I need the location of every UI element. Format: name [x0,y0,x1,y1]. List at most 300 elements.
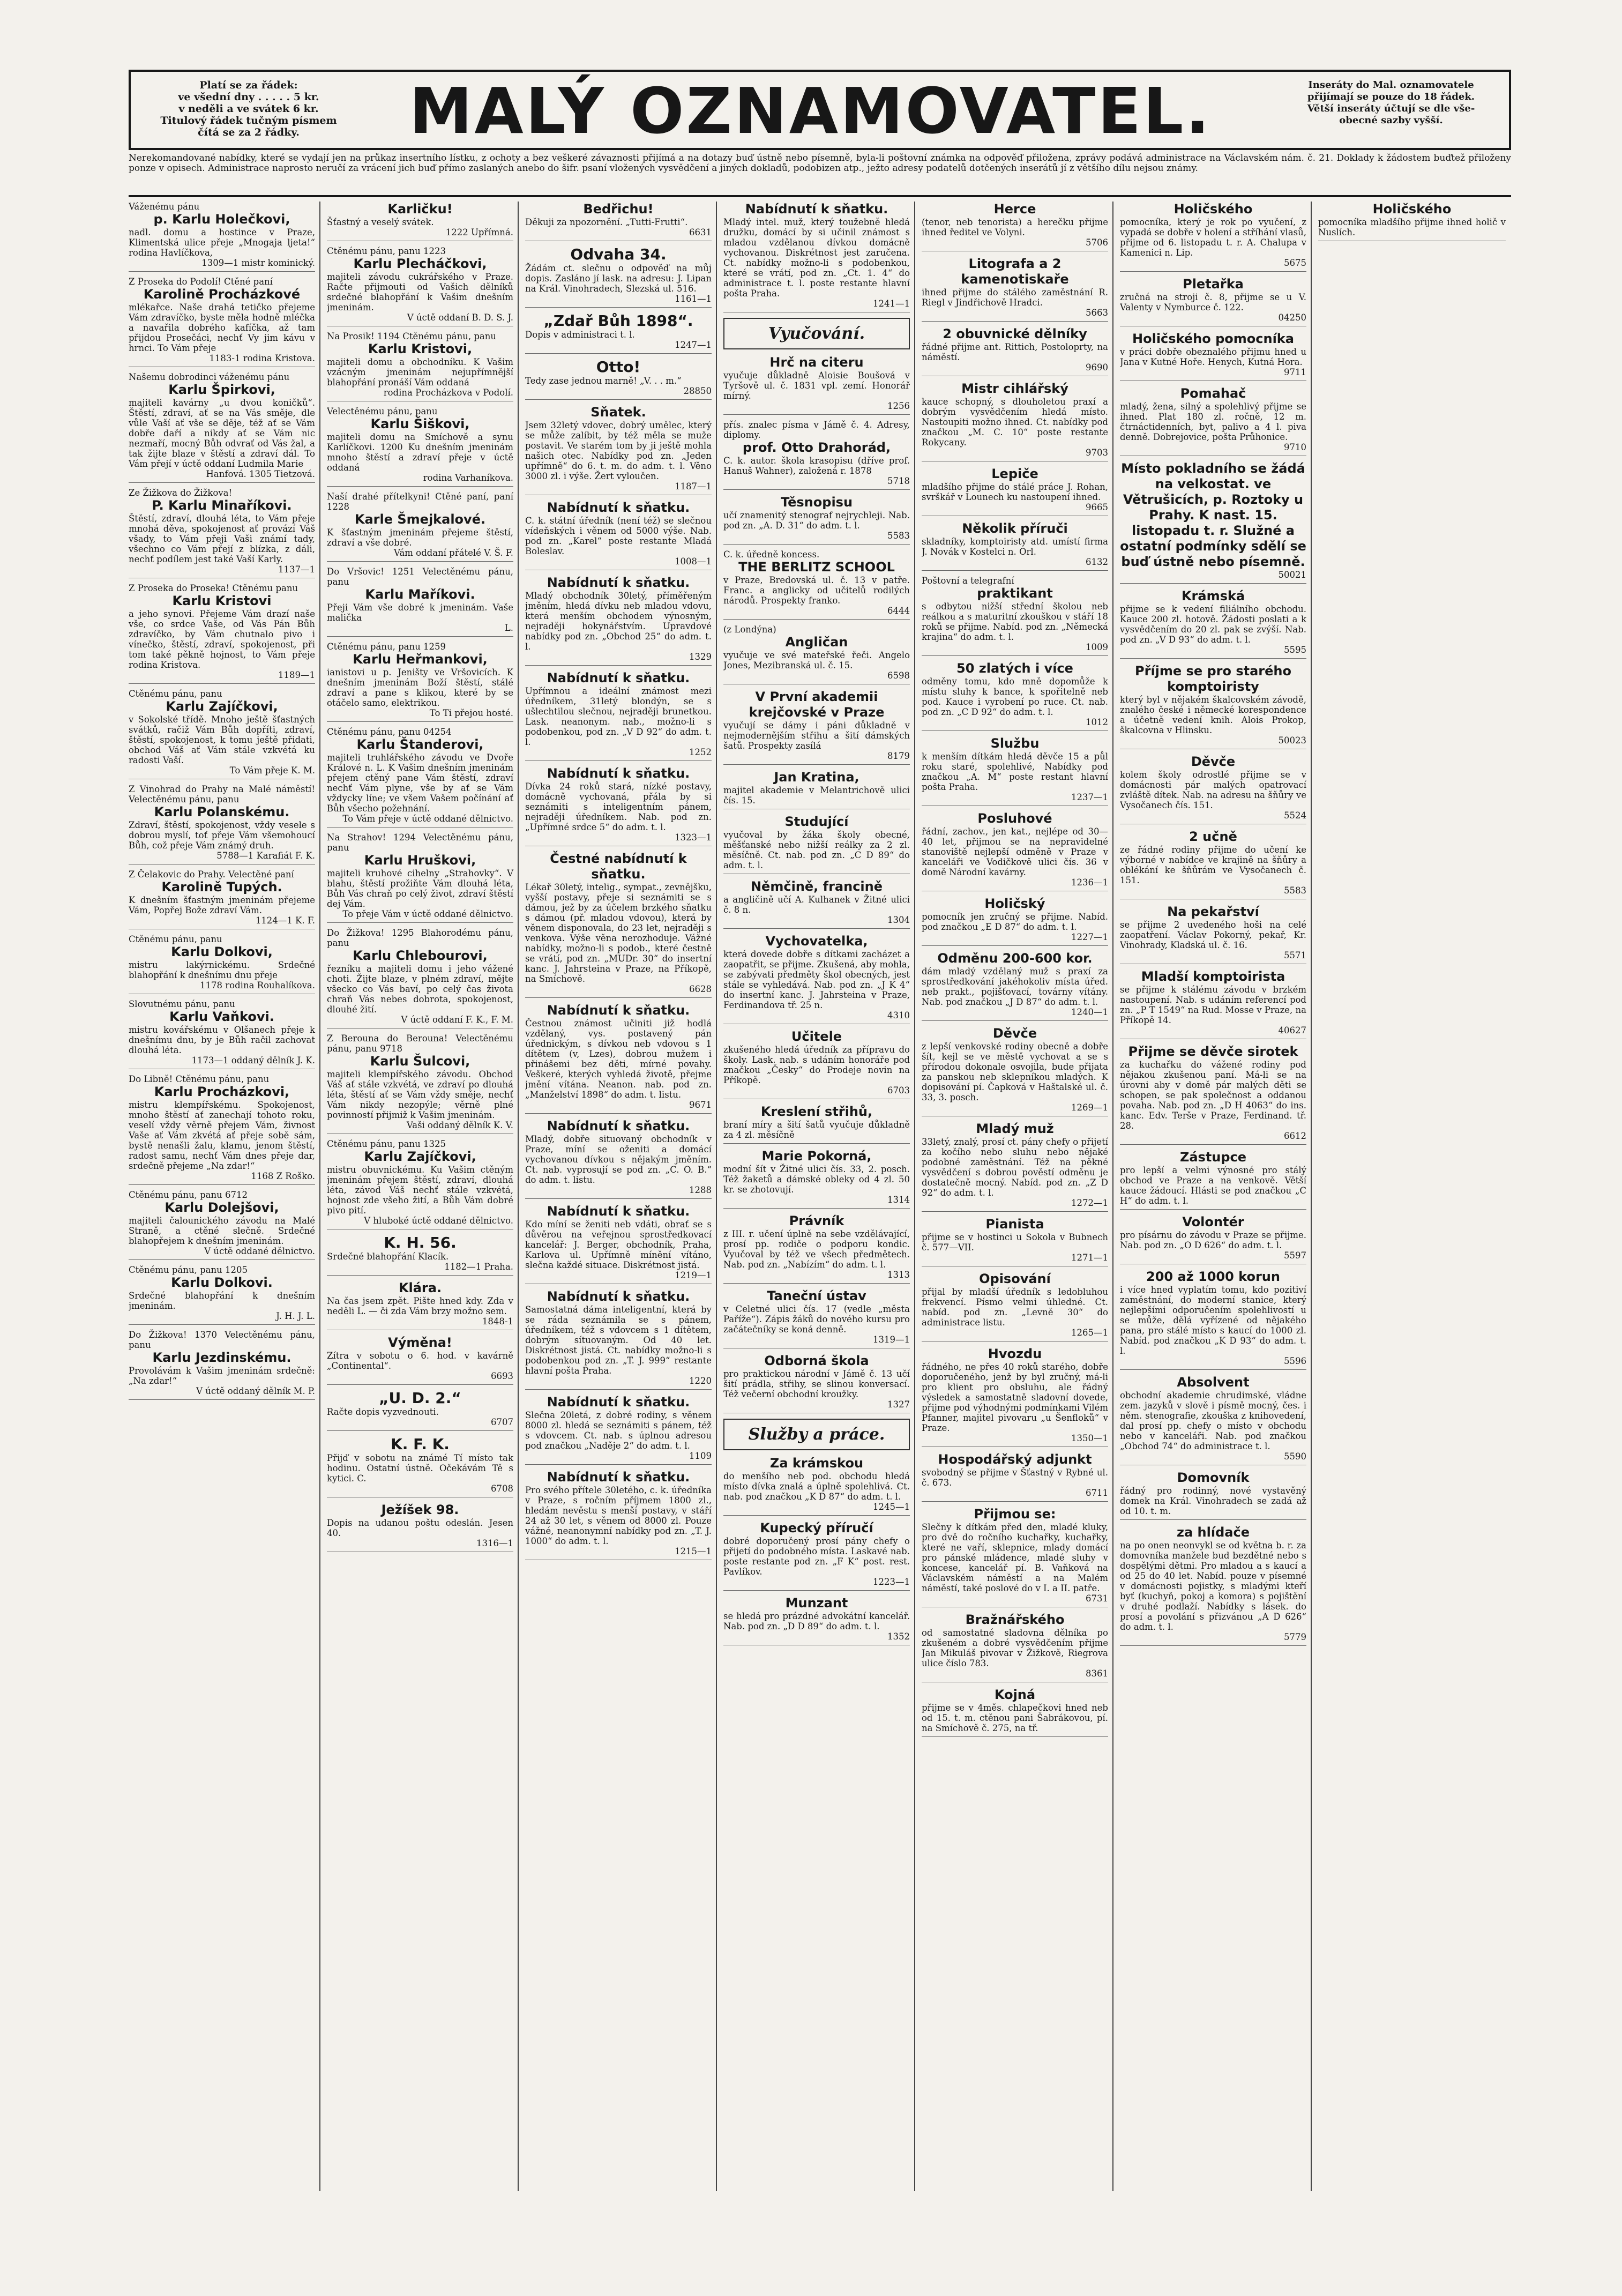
ad-body: vyučuje důkladně Aloisie Boušová v Tyršově ul. č. 1831 vpl. zemí. Honorář mírný. [723,370,910,401]
ad-heading: Bražnářského [965,1612,1065,1627]
ad-signature: 1247—1 [675,340,712,350]
section-heading-services: Služby a práce. [723,1419,910,1450]
classified-ad [723,1456,910,1516]
ad-signature: 1323—1 [675,832,712,843]
classified-ad [1120,1214,1306,1264]
ad-heading: Nabídnutí k sňatku. [547,500,690,515]
classified-ad [1120,904,1306,964]
classified-ad [922,576,1108,656]
column-6 [1120,202,1312,2191]
classified-ad [922,736,1108,806]
ad-body: ianistovi u p. Jeništy ve Vršovicích. K dnešním jmeninám Boží štěstí, stálé zdraví a pane s klikou, které by se otáčelo samo, elektrikou. [327,667,513,708]
ad-heading: Opisování [979,1271,1051,1286]
ad-heading: Karlu Dolkovi. [171,1275,273,1290]
ad-body: přijme se k vedení filiálního obchodu. Kauce 200 zl. hotově. Žádosti poslati a k vysvědčením do 20 zl. pak se zvýší. Nab. pod zn. „V D 93“ do adm. t. l. [1120,604,1306,645]
ad-heading: Nabídnutí k sňatku. [547,1119,690,1134]
ad-heading: Kupecký příručí [760,1520,873,1535]
classified-ad [1120,331,1306,381]
classified-ad [922,1612,1108,1682]
ad-body: K dnešním šťastným jmeninám přejeme Vám, Popřej Bože zdraví Vám. [129,895,315,915]
ad-intro: Našemu dobrodinci váženému pánu [129,372,290,382]
classified-ad [327,566,513,637]
ad-signature: 5596 [1284,1356,1306,1366]
ad-body: majiteli klempířského závodu. Obchod Váš ať stále vzkvétá, ve zdraví po dlouhá léta, štěstí ať se Vám vždy směje, nechť Vám nikdy nezopýle; věrně plné povinností přijmiž k Vašim jmeninám. [327,1069,513,1120]
classified-ad [525,1470,712,1560]
classified-ad [129,372,315,483]
ad-heading: Karolině Procházkové [143,287,301,302]
ad-heading: Karolině Tupých. [161,879,282,894]
ad-body: K šťastným jmeninám přejeme štěstí, zdraví a vše dobré. [327,527,513,548]
ad-heading: Výměna! [388,1335,452,1350]
ad-heading: Nabídnutí k sňatku. [547,670,690,685]
ad-heading: Karlu Hruškovi, [364,853,476,868]
ad-body: řádné přijme ant. Rittich, Postoloprty, na náměstí. [922,342,1108,362]
ad-heading: Karlu Kristovi [172,593,272,608]
ad-signature: 5788—1 Karafiát F. K. [216,851,315,861]
ad-signature: 5597 [1284,1250,1306,1261]
ad-signature: V úctě oddaní F. K., F. M. [401,1015,513,1025]
classified-ad [327,1502,513,1552]
ad-signature: 6703 [887,1085,910,1095]
ad-heading: Místo pokladního se žádá na velkostat. ve Větrušicích, p. Roztoky u Prahy. K nast. 15. listopadu t. r. Služné a ostatní podmínky sdělí se buď ústně nebo písemně. [1120,461,1306,569]
ad-signature: 6132 [1086,557,1108,567]
ad-heading: Karlu Vaňkovi. [169,1009,274,1024]
ad-signature: Hanfová. 1305 Tietzová. [206,469,315,479]
ad-heading: Taneční ústav [767,1288,866,1303]
ad-signature: 1183-1 rodina Kristova. [209,353,315,363]
column-3 [525,202,717,2191]
classified-ad [525,670,712,761]
ad-intro: Do Libně! Ctěnému pánu, panu [129,1074,270,1084]
ad-heading: Pomahač [1180,386,1246,401]
ad-heading: Holičského [1173,202,1253,217]
ad-signature: 1215—1 [675,1546,712,1556]
ad-signature: 1240—1 [1071,1007,1108,1017]
ad-body: Šťastný a veselý svátek. [327,217,434,227]
classified-ad [1318,202,1506,241]
ad-intro: (z Londýna) [723,624,776,635]
ad-signature: 6612 [1284,1131,1306,1141]
ad-intro: Z Vinohrad do Prahy na Malé náměstí! Velectěnému pánu, panu [129,784,315,804]
ad-body: který byl v nějakém škalcovském závodě, znalého české i německé korespondence a účetně vedení knih. Alois Prokop, škalcovna v Hlinsku. [1120,695,1306,735]
ad-body: Tedy zase jednou marně! „V. . . m.“ [525,376,682,386]
classified-ad [327,202,513,241]
ad-intro: Velectěnému pánu, panu [327,406,438,416]
ad-heading: Posluhové [977,811,1052,826]
ad-body: modní šít v Žitné ulici čís. 33, 2. posch. Též žaketů a dámské obleky od 4 zl. 50 kr. se zhotovují. [723,1164,910,1195]
classified-ad [327,1139,513,1229]
ad-intro: Z Berouna do Berouna! Velectěnému pánu, panu 9718 [327,1033,513,1054]
ad-body: z lepší venkovské rodiny obecně a dobře šít, kejl se ve městě vychovat a se s přírodou dokonale osvojila, bude přijata za panskou neb sklepníkou mladých. K dopisování pí. Čapková v Haštalské ul. č. 33, 3. posch. [922,1041,1108,1102]
ad-heading: Herce [993,202,1036,217]
ad-body: Přeji Vám vše dobré k jmeninám. Vaše malička [327,602,513,623]
ad-body: v Sokolské třídě. Mnoho ještě šťastných svátků, račiž Vám Bůh dopříti, zdraví, štěstí, spokojenost, k tomu ještě přidati, obchod Váš ať Vám stále vzkvétá ku radosti Vaší. [129,714,315,765]
classified-ad [723,814,910,874]
classified-ad [723,1029,910,1099]
ad-signature: 1314 [887,1195,910,1205]
ad-intro: Ctěnému pánu, panu 6712 [129,1190,248,1200]
ad-intro: Ctěnému pánu, panu 1205 [129,1265,248,1275]
ad-body: vyučují se dámy i páni důkladně v nejmodernějším střihu a šití dámských šatů. Prospekty zasílá [723,720,910,751]
ad-signature: To Vám přeje K. M. [229,765,315,776]
ad-signature: 1245—1 [873,1502,910,1512]
ad-signature: J. H. J. L. [276,1311,315,1321]
ad-signature: 1219—1 [675,1270,712,1280]
rules-line: Inseráty do Mal. oznamovatele [1308,79,1474,91]
ad-body: skladníky, komptoiristy atd. umístí firma J. Novák v Kostelci n. Orl. [922,536,1108,557]
ad-body: pomocníka mladšího přijme ihned holič v Nuslích. [1318,217,1506,237]
classified-ad [1120,664,1306,749]
ad-signature: 1319—1 [873,1335,910,1345]
ad-heading: Volontér [1182,1214,1244,1229]
ad-heading: prof. Otto Drahorád, [742,440,891,455]
ad-code: „U. D. 2.“ [379,1389,461,1407]
ad-body: zručná na stroji č. 8, přijme se u V. Valenty v Nymburce č. 122. [1120,292,1306,312]
ad-body: se přijme 2 uvedeného hoši na celé zaopatření. Václav Pokorný, pekař, Kr. Vinohrady, Kladská ul. č. 16. [1120,920,1306,950]
classified-ad [525,405,712,495]
classified-ad [723,495,910,545]
classified-ad [922,326,1108,376]
ad-signature: 5583 [1284,885,1306,896]
ad-heading: Nabídnutí k sňatku. [547,1289,690,1304]
ad-intro: Ctěnému pánu, panu 04254 [327,727,452,737]
classified-ad [922,1507,1108,1607]
ad-signature: 1173—1 oddaný dělník J. K. [191,1055,315,1065]
ad-body: Dívka 24 roků stará, nízké postavy, domácně vychovaná, přála by si seznámiti s inteligentním pánem, nejraději úředníkem. Nab. pod zn. „Upřímné srdce 5“ do adm. t. l. [525,781,712,832]
ad-signature: 5571 [1284,950,1306,960]
ad-body: mlékařce. Naše drahá tetičko přejeme Vám zdravíčko, byste měla hodně mléčka a navařila dobrého kafíčka, až tam přijdou Prosečáci, nechť Vy jim kávu v hrnci. To Vám přeje [129,302,315,353]
ad-heading: Karlu Jezdinskému. [152,1350,291,1365]
ad-signature: Vaši oddaný dělník K. V. [406,1120,513,1130]
ad-body: dobré doporučený prosí pány chefy o přijetí do podobného místa. Laskavé nab. poste restante pod zn. „F K“ post. rest. Pavlíkov. [723,1536,910,1577]
ad-body: 33letý, znalý, prosí ct. pány chefy o přijetí za kočího nebo sluhu nebo nějaké podobné zaměstnání. Též na pěkné vysvědčení s dobrou pověstí odměnu je dostatečně mocný. Nabíd. pod zn. „Z D 92“ do adm. t. l. [922,1137,1108,1198]
classified-ad [723,355,910,415]
ad-signature: To Ti přejou hosté. [429,708,513,718]
ad-heading: Angličan [785,635,848,650]
ad-signature: V hluboké úctě oddané dělnictvo. [364,1216,513,1226]
ad-heading: Karlu Zajíčkovi, [364,1149,476,1164]
classified-ad [327,832,513,923]
classified-ad [129,488,315,578]
ad-body: Jsem 32letý vdovec, dobrý umělec, který se může zalíbit, by též měla se muže postavit. Ve starém tom by ji ještě mohla našich otec. Nabídky pod zn. „Jeden upřímně“ do 6. t. m. do adm. t. l. Věno 3000 zl. i výše. Žert vyloučen. [525,420,712,481]
ad-heading: Těsnopisu [780,495,853,510]
ad-body: Mladý, dobře situovaný obchodník v Praze, míní se oženiti a domácí vychovanou dívkou s nějakým jměním. Ct. nab. vyprosují se pod zn. „C. O. B.“ do adm. t. listu. [525,1134,712,1185]
ad-signature: 1350—1 [1071,1433,1108,1443]
ad-heading: Nabídnutí k sňatku. [547,766,690,781]
ad-signature: To přeje Vám v úctě oddané dělnictvo. [342,909,513,919]
classified-ad [1120,969,1306,1039]
ad-signature: 9711 [1284,367,1306,377]
ad-heading: Mladý muž [976,1121,1054,1136]
ad-body: odměny tomu, kdo mně dopomůže k místu sluhy k bance, k spořitelně neb pod. Kauce i vyrobení po ruce. Ct. nab. pod zn. „C D 92“ do adm. t. l. [922,676,1108,717]
classified-ad [129,1330,315,1400]
ad-heading: Absolvent [1177,1375,1250,1390]
classified-ad [723,689,910,765]
price-line: v neděli a ve svátek 6 kr. [178,103,319,115]
ad-heading: Studující [784,814,849,829]
classified-ad [922,381,1108,461]
classified-ad [922,1121,1108,1212]
classified-ad [525,1289,712,1390]
price-line: Titulový řádek tučným písmem [160,115,337,126]
ad-signature: Vám oddaní přátelé V. Š. F. [394,548,513,558]
ad-heading: Právník [789,1213,844,1228]
ad-body: řádní, zachov., jen kat., nejlépe od 30—40 let, přijmou se na nepravidelné stanoviště nejlepší odměně v Praze v kanceláři ve Vodičkově ulici čís. 36 v domě Národní kavárny. [922,826,1108,877]
classified-ad [723,549,910,620]
ad-intro: Na Strahov! 1294 Velectěnému pánu, panu [327,832,513,853]
classified-ad [723,1213,910,1284]
section-heading-lessons: Vyučování. [723,318,910,349]
ad-body: pro praktickou národní v Jámě č. 13 učí šití prádla, střihy, se slinou konversací. Též večerní obchodní kroužky. [723,1369,910,1399]
rules-line: obecné sazby vyšší. [1339,115,1443,126]
ad-heading: Zástupce [1179,1150,1247,1165]
ad-heading: Nabídnutí k sňatku. [547,1470,690,1485]
ad-signature: 9703 [1086,448,1108,458]
classified-ad [922,1346,1108,1447]
column-5 [922,202,1113,2191]
ad-signature: 1187—1 [675,481,712,491]
ad-body: ze řádné rodiny přijme do učení ke výborné v nabídce ve krajině na šňůry a oblékání ke šňůrám ve Vysočanech č. 151. [1120,845,1306,885]
classified-ad [922,1271,1108,1341]
classified-ad [723,624,910,684]
ad-code: Odvaha 34. [570,245,667,263]
ad-signature: 6631 [689,227,712,237]
ad-body: Dopis v administraci t. l. [525,330,635,340]
ad-body: braní míry a šití šatů vyučuje důkladně za 4 zl. měsíčně [723,1120,910,1140]
ad-intro: Ctěnému pánu, panu 1223 [327,246,446,256]
classified-ad [525,851,712,998]
classified-ad [327,1390,513,1431]
ad-heading: Přijme se děvče sirotek [1128,1044,1298,1059]
ad-signature: 1269—1 [1071,1102,1108,1113]
ad-intro: Z Proseka do Proseka! Ctěnému panu [129,583,298,593]
ad-heading: Nabídnutí k sňatku. [547,1395,690,1410]
ad-body: řezníku a majiteli domu i jeho vážené choti. Žijte blaze, v plném zdraví, mějte všecko co Vás baví, po celý čas života chraň Vás nebes dobrota, spokojenost, dlouhé žití. [327,964,513,1015]
classified-ad [1120,1044,1306,1145]
ad-signature: 1222 Upřímná. [445,227,513,237]
ad-body: majiteli domu na Smíchově a synu Karlíčkovi. 1200 Ku dnešním jmeninám mnoho štěstí a zdraví přeje v úctě oddaná [327,432,513,473]
ad-body: vyučoval by žáka školy obecné, měšťanské nebo nižší reálky za 2 zl. měsíčně. Ct. nab. pod zn. „C D 89“ do adm. t. l. [723,830,910,870]
ad-signature: 1189—1 [278,670,315,680]
ad-signature: 5779 [1284,1632,1306,1642]
ad-body: mistru obuvnickému. Ku Vašim ctěným jmeninám přejem štěstí, zdraví, dlouhá léta, závod Váš nechť stále vzkvétá, hojnost zde všeho žití, a Bůh Vám dobré pivo pití. [327,1165,513,1216]
ad-heading: Karlu Polanskému. [154,804,290,819]
ad-heading: Holičský [984,896,1045,911]
ad-heading: Vychovatelka, [765,934,868,949]
ad-heading: Karličku! [387,202,453,217]
ad-heading: Litografa a 2 kamenotiskaře [961,256,1069,287]
ad-heading: Nabídnutí k sňatku. [547,1003,690,1018]
ad-body: Děkuji za npozornění. „Tutti-Frutti“. [525,217,688,227]
ad-body: mistru lakýrnickému. Srdečné blahopřání k dnešnímu dnu přeje [129,960,315,980]
ad-heading: Učitele [791,1029,842,1044]
ad-intro: Váženému pánu [129,202,200,212]
price-line: čítá se za 2 řádky. [198,126,300,138]
ad-signature: 5595 [1284,645,1306,655]
ad-intro: Slovutnému pánu, panu [129,999,235,1009]
ad-body: Srdečné blahopřání k dnešním jmeninám. [129,1291,315,1311]
ad-signature: 1227—1 [1071,932,1108,942]
ad-body: majiteli čalounického závodu na Malé Straně, a ctěné slečně. Srdečné blahopřejem k dnešním jmeninám. [129,1216,315,1246]
ad-intro: Ctěnému pánu, panu 1325 [327,1139,446,1149]
ad-signature: 1168 Z Roško. [251,1171,315,1181]
classified-ad [723,1353,910,1413]
ad-heading: Za krámskou [769,1456,864,1471]
classified-ad [922,256,1108,322]
ad-heading: Děvče [992,1026,1037,1041]
ad-body: Upřímnou a ideální známost mezi úředníkem, 31letý blondýn, se s ušlechtilou slečnou, nejraději brunetkou. Lask. neanonym. nab., možno-li s podobenkou, pod zn. „V D 92“ do adm. t. l. [525,686,712,747]
ad-body: nadl. domu a hostince v Praze, Klimentská ulice přeje „Mnogaja ljeta!“ rodina Havlíčkova, [129,227,315,258]
ad-body: za kuchařku do vážené rodiny pod nějakou zkušenou paní. Má-li se na úrovni aby v domě pár malých děti se schopen, se pak společnost a oddanou povaha. Nab. pod zn. „D H 4063“ do ins. kanc. Edv. Terše v Praze, Ferdinand. tř. 28. [1120,1060,1306,1131]
ad-heading: Krámská [1181,588,1245,603]
classified-ad [723,934,910,1024]
ad-body: Samostatná dáma inteligentní, která by se ráda seznámila se s pánem, úředníkem, též s vdovcem s 1 dítětem, dobrým sítuovaným. Od 40 let. Diskrétnost jistá. Ct. nabídky možno-li s podobenkou pod zn. „T. J. 999“ restante hlavní pošta Praha. [525,1304,712,1376]
ad-signature: 1161—1 [675,294,712,304]
ad-heading: THE BERLITZ SCHOOL [738,560,895,575]
ad-signature: 6711 [1086,1488,1108,1498]
classified-ad [327,727,513,828]
ad-body: Mladý intel. muž, který toužebně hledá družku, domácí by si učinil známost s mladou vzdělanou dívkou domácně vychovanou. Diskrétnost jest zaručena. Ct. nabídky možno-li s podobenkou, které se vrátí, pod zn. „Ct. 1. 4“ do administrace t. l. poste restante hlavní pošta Praha. [723,217,910,299]
ad-signature: 04250 [1278,312,1306,323]
classified-ad [922,202,1108,251]
ad-body: mladšího přijme do stálé práce J. Rohan, svrškář v Lounech ku nastoupení ihned. [922,482,1108,502]
ad-signature: 1329 [689,652,712,662]
ad-body: Na čas jsem zpět. Pište hned kdy. Zda v neděli L. — či zda Vám brzy možno sem. [327,1296,513,1316]
classified-ad [525,1204,712,1284]
ad-signature: 6628 [689,984,712,994]
ad-body: mistru kovářskému v Olšanech přeje k dnešnímu dnu, by je Bůh račil zachovat dlouhá léta. [129,1025,315,1055]
ad-body: která dovede dobře s dítkami zacházet a zaopatřit, se přijme. Zkušená, aby mohla, se zabývati předměty škol obecných, jest stále se vyhledává. Nab. pod zn. „J K 4“ do insertní kanc. J. Jahrsteina v Praze, Ferdinandova tř. 25 n. [723,949,910,1010]
ad-body: obchodní akademie chrudimské, vládne zem. jazyků v slově i písmě mocný, čes. i něm. stenografie, zkouška z knihovedení, dal prosí pp. chefy o místo v obchodu nebo v kanceláři. Nab. pod značkou „Obchod 74“ do administrace t. l. [1120,1390,1306,1451]
classified-ad [327,331,513,401]
column-4 [723,202,915,2191]
classified-ad [922,1687,1108,1737]
newspaper-page [129,70,1511,2192]
ad-signature: 6444 [887,606,910,616]
ad-signature: 1252 [689,747,712,757]
classified-ad [525,500,712,570]
ad-code: „Zdař Bůh 1898“. [543,312,693,330]
ad-signature: 5590 [1284,1451,1306,1462]
ad-signature: 1848-1 [482,1316,513,1326]
rules-line: přijímají se pouze do 18 řádek. [1307,91,1475,102]
ad-signature: 6708 [491,1484,513,1494]
ad-body: C. k. autor. škola krasopisu (dříve prof. Hanuš Wahner), založená r. 1878 [723,456,910,476]
rules-box [1279,79,1504,126]
ad-body: Dopis na udanou poštu odeslán. Jesen 40. [327,1518,513,1538]
ad-signature: 1352 [887,1631,910,1642]
classified-ad [129,1265,315,1325]
ad-signature: 6693 [491,1371,513,1381]
ad-heading: Kojná [994,1687,1036,1702]
ad-body: Přijď v sobotu na známé Tí místo tak hodinu. Ostatní ústně. Očekávám Tě s kytici. C. [327,1453,513,1484]
classified-ad [129,277,315,367]
ad-heading: 2 obuvnické dělníky [943,326,1087,341]
ad-body: v práci dobře obeznalého přijmu hned u Jana v Kutné Hoře. Henych, Kutná Hora. [1120,347,1306,367]
ad-signature: 1327 [887,1399,910,1410]
ad-body: Pro svého přítele 30letého, c. k. úředníka v Praze, s ročním příjmem 1800 zl., hledám nevěstu s menší postavy, v stáří 24 až 30 let, s věnem od 8000 zl. Pouze vážné, neanonymní nabídky pod zn. „T. J. 1000“ do adm. t. l. [525,1485,712,1546]
ad-signature: V úctě oddaný dělník M. P. [196,1386,315,1396]
classified-ad [525,1003,712,1114]
ad-intro: Do Žižkova! 1370 Velectěnému pánu, panu [129,1330,315,1350]
column-2 [327,202,519,2191]
classified-ad [922,521,1108,571]
classified-ad [723,879,910,929]
ad-body: Žádám ct. slečnu o odpověď na můj dopis. Zasláno jí lask. na adresu: J. Lipan na Král. Vinohradech, Slezská ul. 516. [525,263,712,294]
ad-signature: 1008—1 [675,556,712,566]
classified-ad [1120,1375,1306,1465]
ad-heading: Mladší komptoirista [1141,969,1285,984]
ad-heading: Jan Kratina, [774,770,859,785]
classified-ad [129,999,315,1069]
classified-ad [723,1149,910,1209]
classified-ad [922,1217,1108,1266]
classified-ad [1120,1470,1306,1520]
price-line: Platí se za řádek: [199,79,298,91]
ad-signature: 1109 [689,1451,712,1461]
classified-ad [129,784,315,864]
classified-ad [922,951,1108,1021]
ad-heading: p. Karlu Holečkovi, [153,212,290,227]
ad-body: Račte dopis vyzvednouti. [327,1407,439,1417]
ad-heading: Děvče [1191,754,1236,769]
classified-ad [525,312,712,354]
ad-heading: Karle Šmejkalové. [354,512,486,527]
classified-ad [525,575,712,666]
ad-body: pro písárnu do závodu v Praze se přijme. Nab. pod zn. „O D 626“ do adm. t. l. [1120,1230,1306,1250]
classified-ad [1120,202,1306,272]
ad-heading: Karlu Špirkovi, [168,382,275,397]
ad-intro: přís. znalec písma v Jámě č. 4. Adresy, diplomy. [723,420,910,440]
classified-ad [723,1520,910,1591]
classified-ad [922,1026,1108,1116]
page-title: MALÝ OZNAMOVATEL. [409,74,1212,148]
classified-ad [129,689,315,779]
classified-ad [1120,588,1306,659]
ad-signature: 1009 [1086,642,1108,652]
classified-ad [129,1074,315,1185]
ad-body: majiteli domu a obchodníku. K Vašim vzácným jmeninám nejupřímnější blahopřání pronáší Vám oddaná [327,357,513,387]
classified-ad [327,491,513,562]
ad-heading: Karlu Maříkovi. [365,587,475,602]
ad-signature: 8179 [887,751,910,761]
ad-heading: Holičského [1372,202,1452,217]
ad-body: Kdo míní se ženiti neb vdáti, obrať se s důvěrou na veřejnou sprostředkovací kancelář: J. Berger, obchodník, Praha, Karlova ul. Upřímně mínění vítáno, slečna každé situace. Diskrétnost jistá. [525,1219,712,1270]
ad-signature: 9671 [689,1100,712,1110]
classified-ad [723,420,910,490]
ad-signature: 1220 [689,1376,712,1386]
ad-body: C. k. státní úředník (není též) se slečnou vídeňských i věnem od 5000 výše. Nab. pod zn. „Karel“ poste restante Mladá Boleslav. [525,516,712,556]
ad-signature: 1265—1 [1071,1328,1108,1338]
ad-body: i více hned vyplatím tomu, kdo pozitiví zaměstnání, do moderní stanice, který nejlepšími odporučením spolehlivostí u se může, dělá vyřízené od nějakého pana, pro stálé místo s kaucí do 1000 zl. Nabíd. pod značkou „K D 93“ do adm. t. l. [1120,1285,1306,1356]
ad-intro: C. k. úředně koncess. [723,549,820,560]
ad-heading: Karlu Procházkovi, [154,1084,290,1099]
classified-ad [723,1596,910,1645]
ad-body: mladý, žena, silný a spolehlivý přijme se ihned. Plat 180 zl. ročně, 12 m. čtrnáctidenních, byt, palivo a 4 l. piva denně. Dobrejovice, pošta Průhonice. [1120,401,1306,442]
ad-signature: To Vám přeje v úctě oddané dělnictvo. [342,814,513,824]
ad-signature: 9710 [1284,442,1306,452]
ad-signature: rodina Varhaníkova. [423,473,513,483]
classified-ad [1120,1525,1306,1646]
ad-body: svobodný se přijme v Šťastný v Rybné ul. č. 673. [922,1467,1108,1488]
classified-ad [327,246,513,326]
ad-body: vyučuje ve své mateřské řeči. Angelo Jones, Mezibranská ul. č. 15. [723,650,910,670]
ad-body: Lékař 30letý, intelig., sympat., zevnějšku, vyšší postavy, přeje si seznámiti se s dámou, jež by za účelem brzkého sňatku s dámou (př. mladou vdovou), která by věnem disponovala, do 23 let, nejraději s venkova. Výše věna nerozhoduje. Vážné nabídky, možno-li s podob., které čestně se vrátí, pod zn. „MUDr. 30“ do insertní kanc. J. Jahrsteina v Praze, na Příkopě, na Smíchově. [525,882,712,984]
column-1 [129,202,320,2191]
ad-heading: Přijmou se: [974,1507,1056,1522]
classified-ad [525,246,712,308]
ad-heading: Nabídnutí k sňatku. [547,1204,690,1219]
